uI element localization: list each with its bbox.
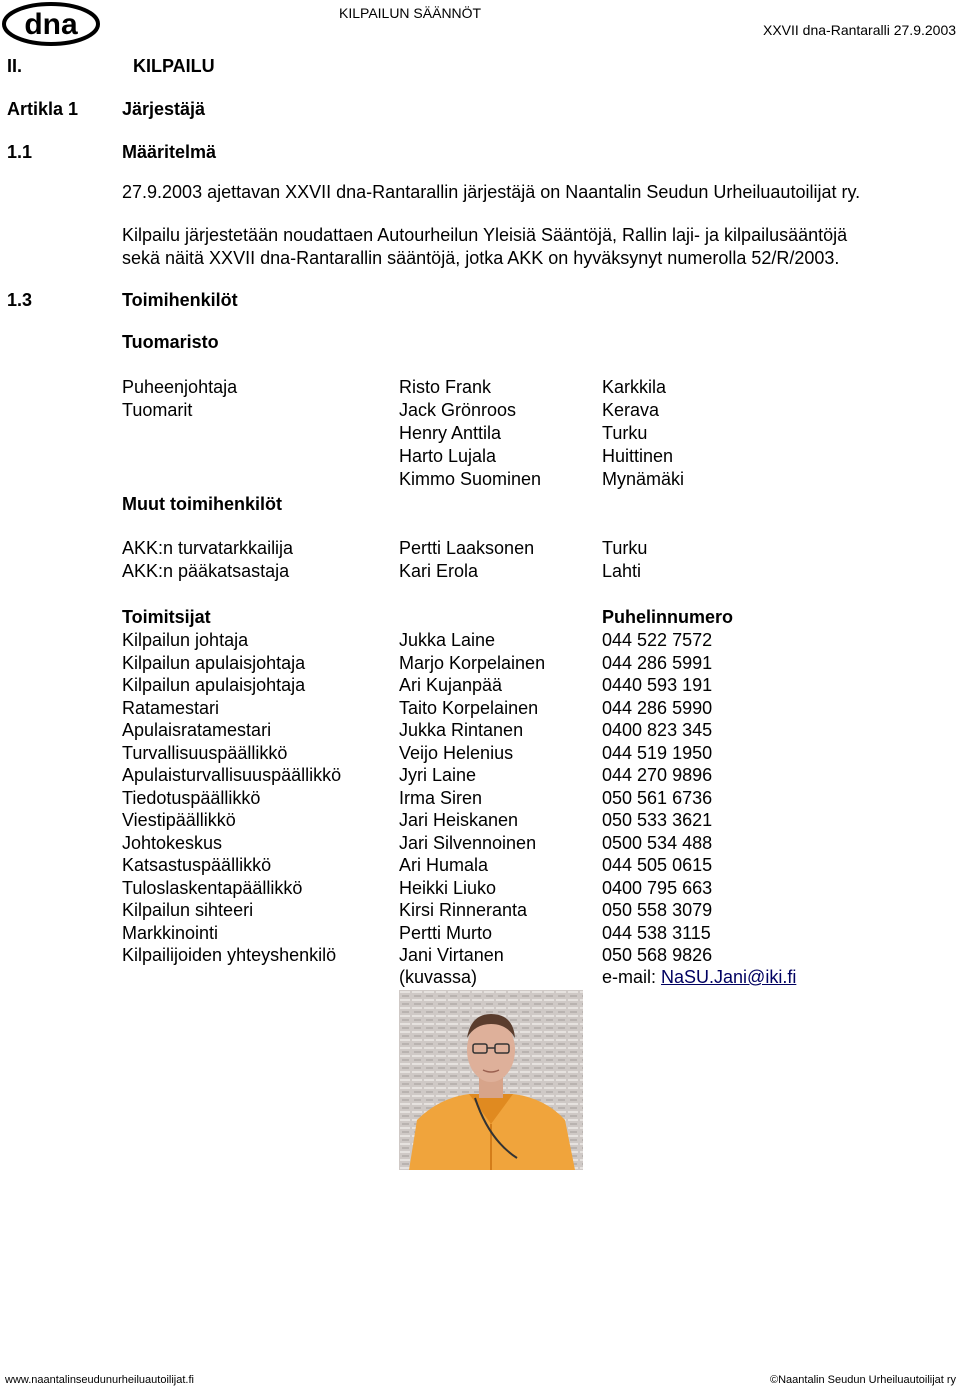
officials-title: Toimihenkilöt [122, 290, 238, 310]
role: Puheenjohtaja [122, 377, 238, 397]
phone-heading: Puhelinnumero [602, 607, 734, 627]
person-name: Irma Siren [399, 788, 483, 808]
role: Markkinointi [122, 923, 219, 943]
role: Katsastuspäällikkö [122, 855, 272, 875]
role: Kilpailun johtaja [122, 630, 249, 650]
person-name: Kimmo Suominen [399, 469, 542, 489]
person-name: Kirsi Rinneranta [399, 900, 528, 920]
person-name: Jukka Laine [399, 630, 496, 650]
footer-copyright: ©Naantalin Seudun Urheiluautoilijat ry [770, 1374, 957, 1386]
role: Kilpailun apulaisjohtaja [122, 675, 306, 695]
paragraph-rules-line1: Kilpailu järjestetään noudattaen Autourheilun Yleisiä Sääntöjä, Rallin laji- ja kilpailusääntöjä [122, 225, 848, 245]
other-officials-heading: Muut toimihenkilöt [122, 494, 282, 514]
city: Lahti [602, 561, 642, 581]
person-name: Jack Grönroos [399, 400, 517, 420]
role: Tiedotuspäällikkö [122, 788, 261, 808]
phone-number: 044 522 7572 [602, 630, 713, 650]
role: Ratamestari [122, 698, 220, 718]
role: Johtokeskus [122, 833, 223, 853]
person-name: Jari Heiskanen [399, 810, 519, 830]
person-name: Jari Silvennoinen [399, 833, 537, 853]
phone-number: 044 270 9896 [602, 765, 713, 785]
phone-number: 044 286 5990 [602, 698, 713, 718]
header-title: KILPAILUN SÄÄNNÖT [339, 5, 482, 21]
logo [2, 2, 100, 46]
person-name: Pertti Murto [399, 923, 493, 943]
person-name: Henry Anttila [399, 423, 502, 443]
role: Kilpailun sihteeri [122, 900, 254, 920]
phone-number: 050 561 6736 [602, 788, 713, 808]
person-name: Ari Kujanpää [399, 675, 503, 695]
header-event: XXVII dna-Rantaralli 27.9.2003 [763, 22, 957, 38]
role: Turvallisuuspäällikkö [122, 743, 288, 763]
city: Turku [602, 538, 648, 558]
person-name: Risto Frank [399, 377, 492, 397]
role: Tuloslaskentapäällikkö [122, 878, 303, 898]
role: Apulaisratamestari [122, 720, 272, 740]
phone-number: 050 558 3079 [602, 900, 713, 920]
svg-text:dna: dna [24, 8, 78, 41]
role: Kilpailijoiden yhteyshenkilö [122, 945, 337, 965]
person-name: Kari Erola [399, 561, 479, 581]
role: AKK:n turvatarkkailija [122, 538, 294, 558]
person-name: Jyri Laine [399, 765, 477, 785]
city: Kerava [602, 400, 660, 420]
role: Apulaisturvallisuuspäällikkö [122, 765, 342, 785]
role: Tuomarit [122, 400, 193, 420]
artikla-number: Artikla 1 [7, 99, 79, 119]
subsection-number: 1.1 [7, 142, 33, 162]
person-name: Heikki Liuko [399, 878, 497, 898]
city: Karkkila [602, 377, 667, 397]
role: Kilpailun apulaisjohtaja [122, 653, 306, 673]
officials-number: 1.3 [7, 290, 33, 310]
phone-number: 044 286 5991 [602, 653, 713, 673]
subsection-title: Määritelmä [122, 142, 217, 162]
city: Huittinen [602, 446, 674, 466]
phone-number: 044 505 0615 [602, 855, 713, 875]
person-name: Ari Humala [399, 855, 489, 875]
phone-number: 050 533 3621 [602, 810, 713, 830]
role: Viestipäällikkö [122, 810, 236, 830]
person-name: Jukka Rintanen [399, 720, 524, 740]
section-title: KILPAILU [133, 56, 215, 76]
person-name: Veijo Helenius [399, 743, 514, 763]
contact-photo [399, 990, 583, 1170]
email-link[interactable]: NaSU.Jani@iki.fi [661, 967, 797, 987]
person-name: Jani Virtanen [399, 945, 504, 965]
phone-number: 044 519 1950 [602, 743, 713, 763]
person-name: Pertti Laaksonen [399, 538, 535, 558]
city: Mynämäki [602, 469, 685, 489]
phone-number: 0400 823 345 [602, 720, 713, 740]
email-line [602, 967, 796, 988]
email-label: e-mail: [602, 967, 662, 987]
photo-note: (kuvassa) [399, 967, 478, 987]
person-name: Taito Korpelainen [399, 698, 539, 718]
person-name: Harto Lujala [399, 446, 497, 466]
phone-number: 0440 593 191 [602, 675, 713, 695]
city: Turku [602, 423, 648, 443]
phone-number: 0500 534 488 [602, 833, 713, 853]
artikla-title: Järjestäjä [122, 99, 206, 119]
section-number: II. [7, 56, 23, 76]
marshals-heading: Toimitsijat [122, 607, 211, 627]
phone-number: 050 568 9826 [602, 945, 713, 965]
phone-number: 0400 795 663 [602, 878, 713, 898]
role: AKK:n pääkatsastaja [122, 561, 290, 581]
jury-heading: Tuomaristo [122, 332, 219, 352]
paragraph-rules-line2: sekä näitä XXVII dna-Rantarallin sääntöjä, jotka AKK on hyväksynyt numerolla 52/R/2003. [122, 248, 840, 268]
person-name: Marjo Korpelainen [399, 653, 546, 673]
paragraph-organizer: 27.9.2003 ajettavan XXVII dna-Rantarallin järjestäjä on Naantalin Seudun Urheiluautoilijat ry. [122, 182, 861, 202]
footer-website[interactable]: www.naantalinseudunurheiluautoilijat.fi [5, 1374, 194, 1386]
phone-number: 044 538 3115 [602, 923, 711, 943]
